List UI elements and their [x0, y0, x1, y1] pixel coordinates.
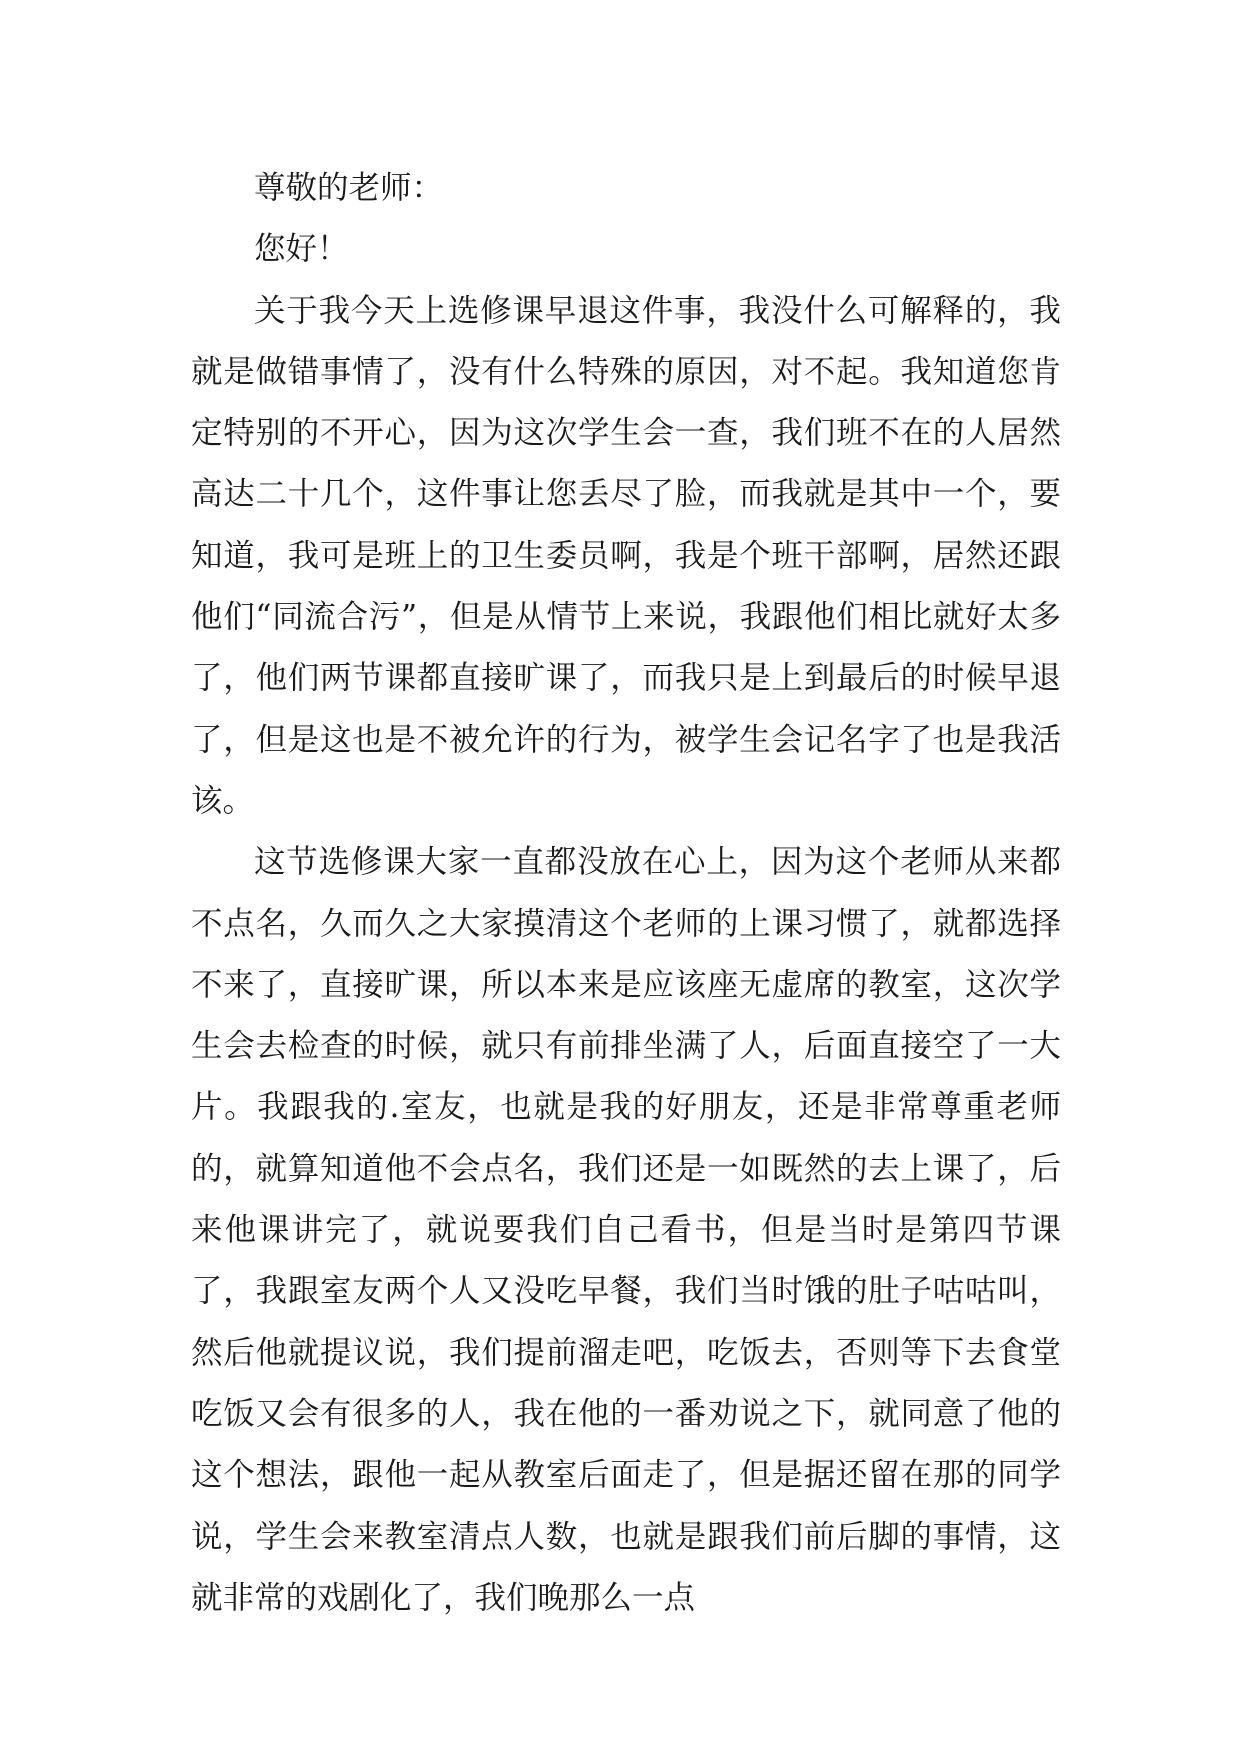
letter-body [191, 158, 1061, 1629]
paragraph-2: 这节选修课大家一直都没放在心上，因为这个老师从来都不点名，久而久之大家摸清这个老师的上课习惯了，就都选择不来了，直接旷课，所以本来是应该座无虚席的教室，这次学生会去检查的时候，就只有前排坐满了人，后面直接空了一大片。我跟我的.室友，也就是我的好朋友，还是非常尊重老师的，就算知道他不会点名，我们还是一如既然的去上课了，后来他课讲完了，就说要我们自己看书，但是当时是第四节课了，我跟室友两个人又没吃早餐，我们当时饿的肚子咕咕叫，然后他就提议说，我们提前溜走吧，吃饭去，否则等下去食堂吃饭又会有很多的人，我在他的一番劝说之下，就同意了他的这个想法，跟他一起从教室后面走了，但是据还留在那的同学说，学生会来教室清点人数，也就是跟我们前后脚的事情，这就非常的戏剧化了，我们晚那么一点 [191, 844, 1061, 1616]
greeting: 您好！ [254, 231, 349, 268]
paragraph-1: 关于我今天上选修课早退这件事，我没什么可解释的，我就是做错事情了，没有什么特殊的原因，对不起。我知道您肯定特别的不开心，因为这次学生会一查，我们班不在的人居然高达二十几个，这件事让您丢尽了脸，而我就是其中一个，要知道，我可是班上的卫生委员啊，我是个班干部啊，居然还跟他们“同流合污”，但是从情节上来说，我跟他们相比就好太多了，他们两节课都直接旷课了，而我只是上到最后的时候早退了，但是这也是不被允许的行为，被学生会记名字了也是我活该。 [191, 292, 1061, 819]
salutation: 尊敬的老师： [254, 170, 444, 206]
